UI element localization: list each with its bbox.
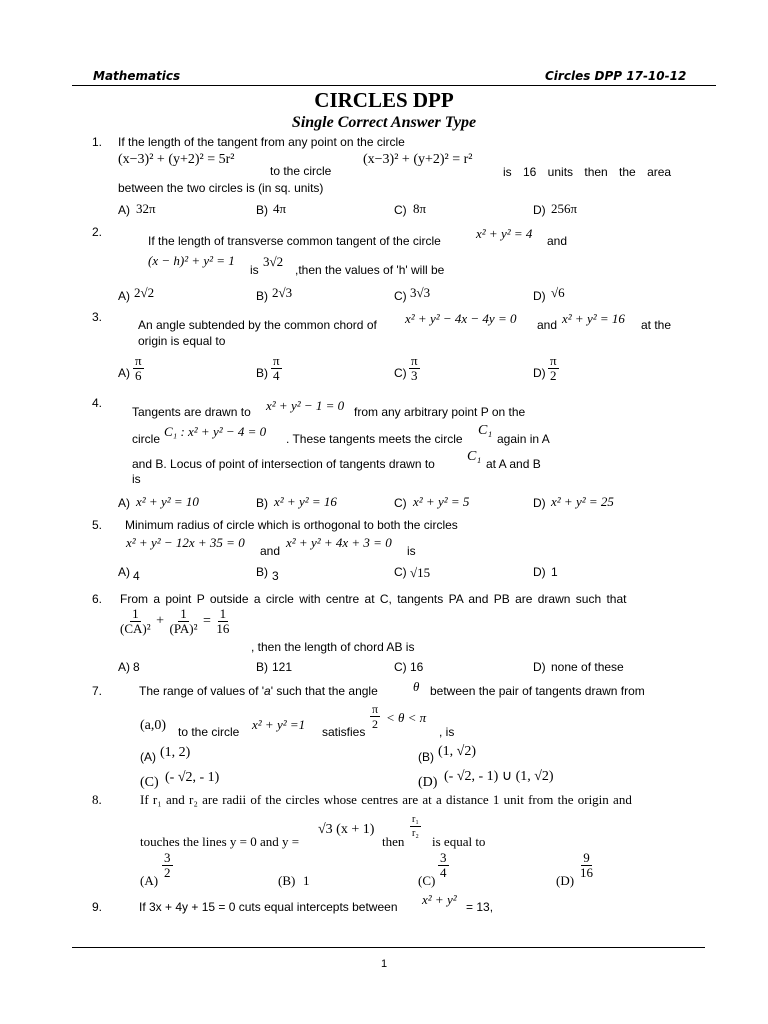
- option-value: √15: [410, 565, 431, 580]
- question-text: . These tangents meets the circle: [286, 432, 463, 446]
- option-value: $\frac{\pi}{6}$: [135, 353, 142, 383]
- option-label: B): [256, 203, 268, 217]
- option-value: 2√3: [272, 285, 293, 300]
- option-value: 3: [272, 569, 279, 583]
- option-value: 16: [410, 660, 424, 674]
- question-text: From a point P outside a circle with centre at C, tangents PA and PB are drawn such that: [120, 592, 627, 606]
- option-value: 32π: [136, 201, 156, 216]
- question-text: circle: [132, 432, 161, 446]
- question-text: between the two circles is (in sq. units): [118, 181, 324, 195]
- page-number: 1: [380, 958, 388, 970]
- question-text: is: [407, 544, 416, 558]
- option-label: (B): [278, 873, 296, 888]
- option-value: 4: [133, 569, 140, 583]
- question-text: at the: [641, 318, 672, 332]
- option-label: (B): [418, 750, 434, 764]
- ratio-fraction: $\frac{\text{r₁}}{\text{r₂}}$: [412, 814, 419, 839]
- question-text: If the length of the tangent from any point on the circle: [118, 135, 405, 149]
- option-label: D): [533, 565, 546, 579]
- option-label: C): [394, 565, 407, 579]
- question-text: is 16 units then the area: [503, 165, 672, 179]
- option-value: (1, √2): [438, 744, 477, 759]
- option-label: C): [394, 366, 407, 380]
- question-text: to the circle: [178, 725, 240, 739]
- question-text: The range of values of 'a' such that the angle: [139, 684, 378, 698]
- option-label: B): [256, 660, 268, 674]
- equation: $\frac{\pi}{2}$: [372, 702, 379, 731]
- question-text: = 13,: [466, 900, 494, 914]
- equation: C₁: [478, 423, 493, 438]
- equation: x² + y² + 4x + 3 = 0: [286, 535, 392, 550]
- option-value: 121: [272, 660, 293, 674]
- option-label: A): [118, 660, 130, 674]
- question-text: satisfies: [322, 725, 366, 739]
- page-subtitle: Single Correct Answer Type: [291, 114, 477, 131]
- option-value: $\frac{3}{2}$: [164, 850, 171, 880]
- option-label: A): [118, 203, 130, 217]
- equation: C₁: [467, 449, 482, 464]
- option-value: x² + y² = 10: [136, 494, 199, 509]
- equation: (x − h)² + y² = 1: [148, 253, 235, 268]
- question-text: and: [537, 318, 558, 332]
- question-text: and: [547, 234, 568, 248]
- question-text: at A and B: [486, 457, 541, 471]
- question-number: 8.: [92, 792, 102, 807]
- question-text: An angle subtended by the common chord of: [138, 318, 377, 332]
- option-label: D): [533, 289, 546, 303]
- question-text: is: [250, 263, 259, 277]
- option-label: (C): [418, 873, 436, 888]
- header-subject: Mathematics: [93, 69, 181, 83]
- option-label: (A): [140, 750, 156, 764]
- option-label: (C): [140, 775, 159, 790]
- option-label: (A): [140, 873, 159, 888]
- question-text: then: [382, 834, 405, 849]
- question-text: Minimum radius of circle which is orthogonal to both the circles: [125, 518, 458, 532]
- option-value: 8π: [413, 201, 427, 216]
- equation: x² + y² − 4x − 4y = 0: [405, 311, 517, 326]
- question-text: between the pair of tangents drawn from: [430, 684, 645, 698]
- option-value: x² + y² = 25: [551, 494, 614, 509]
- option-label: (D): [418, 775, 438, 790]
- question-text: is: [132, 472, 141, 486]
- option-label: C): [394, 289, 407, 303]
- question-text: from any arbitrary point P on the: [354, 405, 526, 419]
- question-text: If the length of transverse common tangent of the circle: [148, 234, 441, 248]
- option-value: 8: [133, 660, 140, 674]
- question-text: If r₁ and r₂ are radii of the circles whose centres are at a distance 1 unit from the origin and: [140, 792, 632, 807]
- question-number: 3.: [92, 310, 103, 324]
- option-value: √6: [551, 285, 565, 300]
- question-text: If 3x + 4y + 15 = 0 cuts equal intercepts between: [139, 900, 398, 914]
- equation: x² + y² = 16: [562, 311, 625, 326]
- question-number: 7.: [92, 684, 103, 698]
- option-value: $\frac{\pi}{3}$: [411, 353, 418, 383]
- question-number: 4.: [92, 396, 103, 410]
- option-label: D): [533, 366, 546, 380]
- option-value: 1: [303, 873, 310, 888]
- option-value: (- √2, - 1): [165, 770, 220, 785]
- question-text: Tangents are drawn to: [132, 405, 251, 419]
- question-text: touches the lines y = 0 and y =: [140, 834, 300, 849]
- option-label: C): [394, 660, 407, 674]
- question-text: and: [260, 544, 281, 558]
- option-value: $\frac{\pi}{4}$: [273, 353, 280, 383]
- equation: x² + y²: [422, 892, 457, 907]
- option-value: $\frac{\pi}{2}$: [550, 353, 557, 383]
- question-text: , then the length of chord AB is: [251, 640, 415, 654]
- equation: (x−3)² + (y+2)² = 5r²: [118, 152, 235, 167]
- option-label: D): [533, 203, 546, 217]
- theta-symbol: θ: [413, 679, 420, 694]
- option-label: B): [256, 496, 268, 510]
- option-label: D): [533, 660, 546, 674]
- page-title: CIRCLES DPP: [314, 88, 454, 112]
- option-label: C): [394, 203, 407, 217]
- option-label: A): [118, 565, 130, 579]
- option-value: (1, 2): [160, 745, 191, 760]
- equation: x² + y² − 12x + 35 = 0: [126, 535, 245, 550]
- equation: < θ < π: [386, 710, 427, 725]
- question-text: ,then the values of 'h' will be: [295, 263, 445, 277]
- option-value: (- √2, - 1) ∪ (1, √2): [444, 769, 554, 784]
- question-text: , is: [439, 725, 455, 739]
- option-value: x² + y² = 16: [274, 494, 337, 509]
- option-label: (D): [556, 873, 575, 888]
- option-value: 4π: [273, 201, 287, 216]
- option-value: x² + y² = 5: [413, 494, 470, 509]
- question-text: to the circle: [270, 164, 332, 178]
- equation: (a,0): [140, 718, 167, 733]
- equation: x² + y² = 4: [476, 226, 533, 241]
- option-value: $\frac{3}{4}$: [440, 850, 447, 880]
- question-number: 9.: [92, 900, 103, 914]
- question-number: 2.: [92, 225, 103, 239]
- option-label: D): [533, 496, 546, 510]
- option-value: 2√2: [134, 285, 155, 300]
- equation: $\frac{1}{\text{(CA)²}}$ + $\frac{1}{\text{(PA)²}}$ = $\frac{1}{16}$: [120, 606, 230, 636]
- option-label: B): [256, 565, 268, 579]
- question-number: 6.: [92, 592, 103, 606]
- option-value: none of these: [551, 660, 624, 674]
- question-text: is equal to: [432, 834, 486, 849]
- option-value: $\frac{9}{16}$: [580, 850, 593, 880]
- equation: (x−3)² + (y+2)² = r²: [363, 152, 473, 167]
- equation: C₁ : x² + y² − 4 = 0: [164, 424, 267, 439]
- option-label: C): [394, 496, 407, 510]
- question-text: again in A: [497, 432, 550, 446]
- equation: √3 (x + 1): [318, 822, 375, 837]
- header-code: Circles DPP 17-10-12: [545, 69, 687, 83]
- option-label: A): [118, 289, 130, 303]
- option-value: 256π: [551, 201, 578, 216]
- option-label: A): [118, 496, 130, 510]
- equation: x² + y² − 1 = 0: [266, 398, 345, 413]
- option-label: B): [256, 289, 268, 303]
- equation: 3√2: [263, 254, 284, 269]
- option-value: 1: [551, 565, 558, 579]
- question-text: and B. Locus of point of intersection of tangents drawn to: [132, 457, 435, 471]
- question-text: origin is equal to: [138, 334, 226, 348]
- option-value: 3√3: [410, 285, 431, 300]
- footer-rule: [72, 947, 705, 948]
- question-number: 1.: [92, 135, 103, 149]
- question-number: 5.: [92, 518, 103, 532]
- equation: x² + y² =1: [252, 717, 306, 732]
- option-label: A): [118, 366, 130, 380]
- header-rule: [72, 85, 716, 86]
- option-label: B): [256, 366, 268, 380]
